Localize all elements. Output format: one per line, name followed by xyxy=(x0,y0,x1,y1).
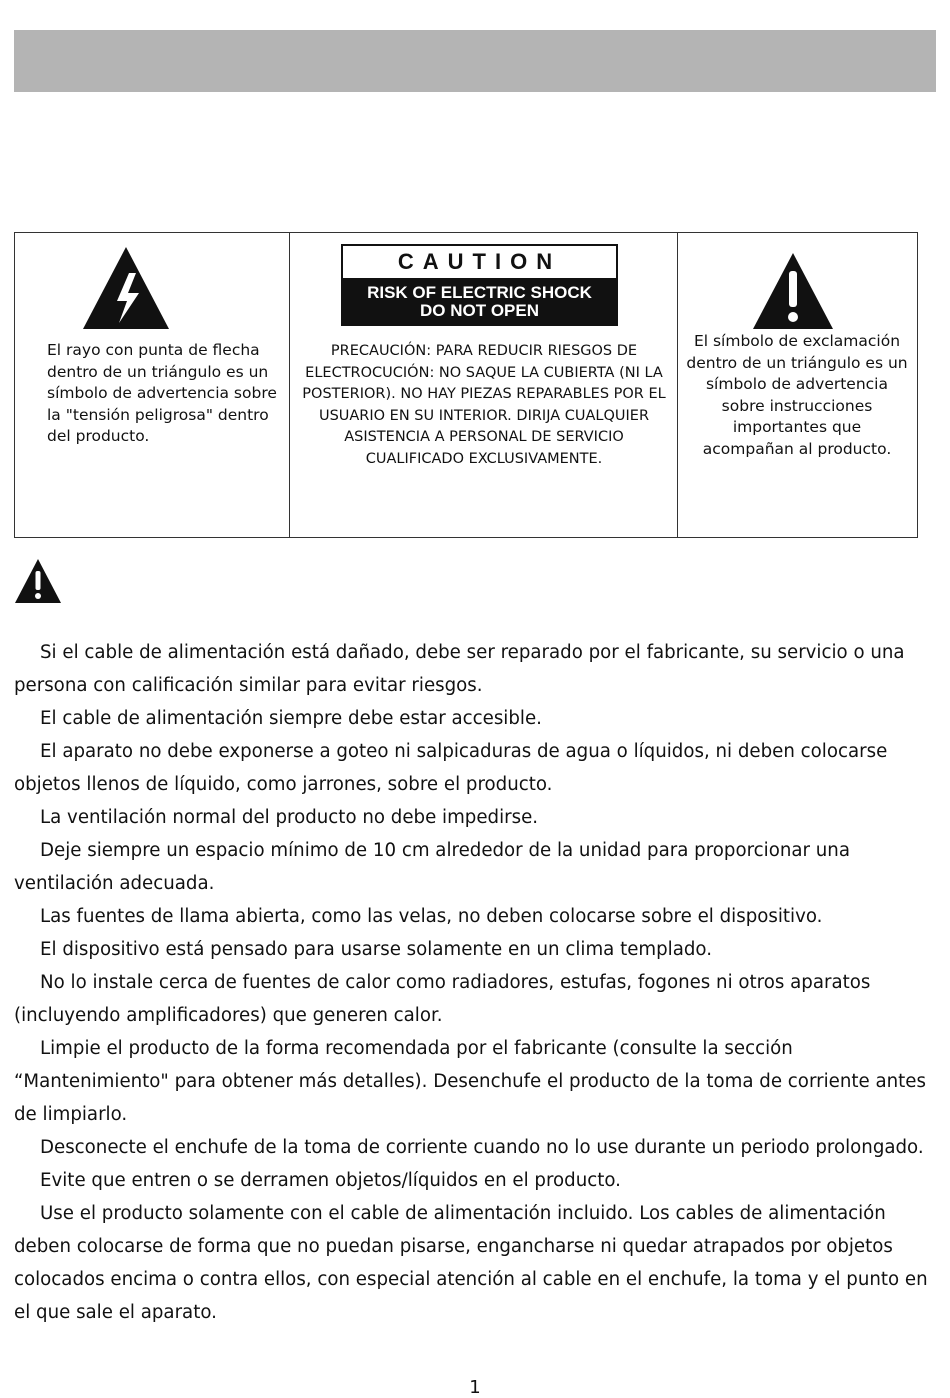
caution-title: CAUTION xyxy=(397,249,562,274)
instruction-paragraph: La ventilación normal del producto no debe impedirse. xyxy=(40,807,539,828)
caution-description: PRECAUCIÓN: PARA REDUCIR RIESGOS DE ELECTROCUCIÓN: NO SAQUE LA CUBIERTA (NI LA POSTERIOR). NO HAY PIEZAS REPARABLES POR EL USUARIO EN SU INTERIOR. DIRIJA CUALQUIER ASISTENCIA A PERSONAL DE SERVICIO CUALIFICADO EXCLUSIVAMENTE. xyxy=(302,343,666,467)
instruction-paragraph: Desconecte el enchufe de la toma de corriente cuando no lo use durante un periodo prolongado. xyxy=(40,1137,924,1158)
lightning-triangle-icon xyxy=(81,245,171,331)
lightning-description: El rayo con punta de flecha dentro de un triángulo es un símbolo de advertencia sobre la "tensión peligrosa" dentro del producto. xyxy=(47,341,277,445)
warning-cell-caution xyxy=(290,233,678,537)
warning-cell-exclamation xyxy=(678,233,917,537)
instruction-paragraph: Si el cable de alimentación está dañado, debe ser reparado por el fabricante, su servicio o una persona con calificación similar para evitar riesgos. xyxy=(14,642,905,696)
header-bar xyxy=(14,30,936,92)
instruction-paragraph: Use el producto solamente con el cable de alimentación incluido. Los cables de alimentación deben colocarse de forma que no puedan pisarse, engancharse ni quedar atrapados por objetos colocados encima o contra ellos, con especial atención al cable en el enchufe, la toma y el punto en el que sale el aparato. xyxy=(14,1203,928,1323)
instruction-paragraph: Las fuentes de llama abierta, como las velas, no deben colocarse sobre el dispositivo. xyxy=(40,906,823,927)
instruction-paragraph: Evite que entren o se derramen objetos/líquidos en el producto. xyxy=(40,1170,621,1191)
instruction-paragraph: Limpie el producto de la forma recomendada por el fabricante (consulte la sección “Mantenimiento" para obtener más detalles). Desenchufe el producto de la toma de corriente antes de limpiarlo. xyxy=(14,1038,926,1125)
exclamation-triangle-icon xyxy=(751,251,835,331)
warning-cell-lightning xyxy=(15,233,290,537)
caution-line-2: DO NOT OPEN xyxy=(419,301,539,320)
page-number: 1 xyxy=(469,1377,481,1398)
instruction-paragraph: El dispositivo está pensado para usarse solamente en un clima templado. xyxy=(40,939,713,960)
warning-table xyxy=(14,232,918,538)
instruction-paragraph: El cable de alimentación siempre debe estar accesible. xyxy=(40,708,542,729)
safety-instructions xyxy=(14,636,948,1329)
instruction-paragraph: Deje siempre un espacio mínimo de 10 cm alrededor de la unidad para proporcionar una ventilación adecuada. xyxy=(14,840,850,894)
caution-label xyxy=(341,244,618,326)
instruction-paragraph: El aparato no debe exponerse a goteo ni salpicaduras de agua o líquidos, ni deben colocarse objetos llenos de líquido, como jarrones, sobre el producto. xyxy=(14,741,888,795)
caution-subtitle xyxy=(343,278,616,324)
instruction-paragraph: No lo instale cerca de fuentes de calor como radiadores, estufas, fogones ni otros aparatos (incluyendo amplificadores) que generen calor. xyxy=(14,972,871,1026)
exclamation-description: El símbolo de exclamación dentro de un triángulo es un símbolo de advertencia sobre instrucciones importantes que acompañan al producto. xyxy=(686,332,908,458)
caution-line-1: RISK OF ELECTRIC SHOCK xyxy=(367,283,592,302)
warning-icon xyxy=(14,558,62,604)
